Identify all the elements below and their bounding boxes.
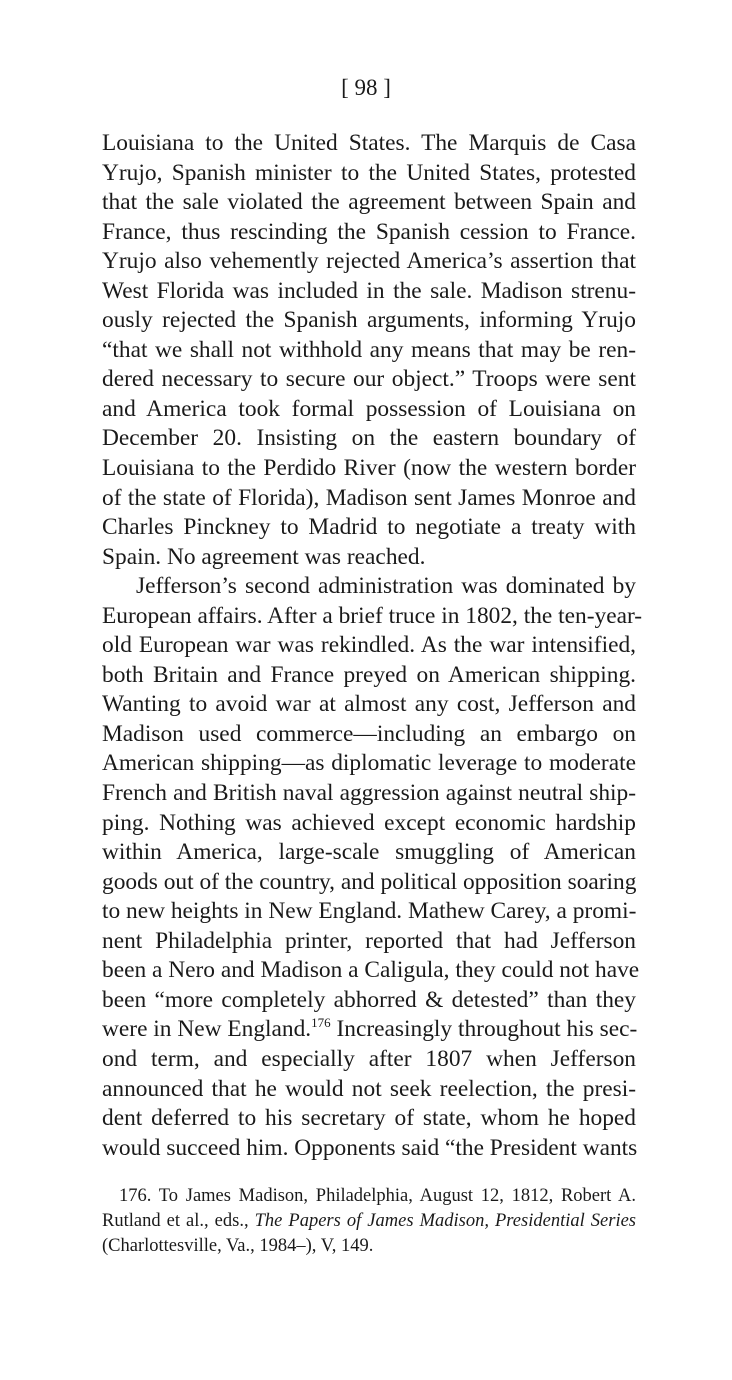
body-text (102, 129, 643, 1163)
text-line: and America took formal possession of Louisiana on (102, 395, 636, 422)
text-line: “that we shall not withhold any means that may be ren- (102, 336, 636, 363)
text-line: French and British naval aggression against neutral ship- (102, 780, 636, 807)
text-line: been a Nero and Madison a Caligula, they could not have (102, 957, 640, 984)
footnote-title: The Papers of James Madison, Presidential Series (254, 1211, 636, 1231)
page-number: [ 98 ] (341, 75, 391, 100)
text-line: nent Philadelphia printer, reported that had Jefferson (102, 927, 636, 954)
footnote (102, 1184, 636, 1259)
text-line: been “more completely abhorred & detested” than they (102, 986, 636, 1013)
text-line: Louisiana to the Perdido River (now the western border (102, 455, 636, 482)
text-line: Madison used commerce—including an embargo on (102, 720, 636, 747)
text-line: Charles Pinckney to Madrid to negotiate a treaty with (102, 514, 636, 541)
text-line: ously rejected the Spanish arguments, informing Yrujo (102, 307, 636, 334)
footnote-line: 176. To James Madison, Philadelphia, August 12, 1812, Robert A. (119, 1186, 636, 1206)
text-line: within America, large-scale smuggling of American (102, 839, 636, 866)
footnote-reference: 176 (311, 1015, 331, 1031)
text-line: dent deferred to his secretary of state, whom he hoped (102, 1105, 636, 1132)
footnote-text: Rutland et al., eds., (102, 1211, 255, 1231)
footnote-line (102, 1209, 636, 1234)
text-line: France, thus rescinding the Spanish cession to France. (102, 218, 636, 245)
text-line (102, 1015, 636, 1045)
text-line: American shipping—as diplomatic leverage to moderate (102, 750, 636, 777)
text-line: dered necessary to secure our object.” Troops were sent (102, 366, 636, 393)
text-line: Yrujo also vehemently rejected America’s assertion that (102, 248, 636, 275)
text-line: goods out of the country, and political opposition soaring (102, 868, 637, 895)
text-segment: were in New England. (102, 1016, 312, 1043)
text-line: Spain. No agreement was reached. (102, 543, 426, 570)
text-line: would succeed him. Opponents said “the President wants (102, 1134, 638, 1161)
text-line: to new heights in New England. Mathew Carey, a promi- (102, 898, 637, 925)
text-line: both Britain and France preyed on American shipping. (102, 661, 636, 688)
text-line: Louisiana to the United States. The Marquis de Casa (102, 130, 636, 156)
text-line: Yrujo, Spanish minister to the United States, protested (102, 159, 636, 186)
text-line: ping. Nothing was achieved except economic hardship (102, 809, 636, 836)
footnote-line: (Charlottesville, Va., 1984–), V, 149. (102, 1236, 374, 1256)
text-line: that the sale violated the agreement between Spain and (102, 189, 636, 216)
text-line: of the state of Florida), Madison sent James Monroe and (102, 484, 636, 511)
text-segment: Increasingly throughout his sec- (330, 1016, 638, 1043)
text-line: announced that he would not seek reelection, the presi- (102, 1075, 636, 1102)
text-line: old European war was rekindled. As the war intensified, (102, 632, 636, 659)
text-line: European affairs. After a brief truce in 1802, the ten-year- (102, 602, 643, 629)
text-line: ond term, and especially after 1807 when Jefferson (102, 1045, 636, 1072)
text-line: December 20. Insisting on the eastern boundary of (102, 425, 636, 452)
text-line: Wanting to avoid war at almost any cost, Jefferson and (102, 691, 636, 718)
text-line: West Florida was included in the sale. Madison strenu- (102, 277, 636, 304)
text-line: Jefferson’s second administration was dominated by (136, 573, 636, 600)
